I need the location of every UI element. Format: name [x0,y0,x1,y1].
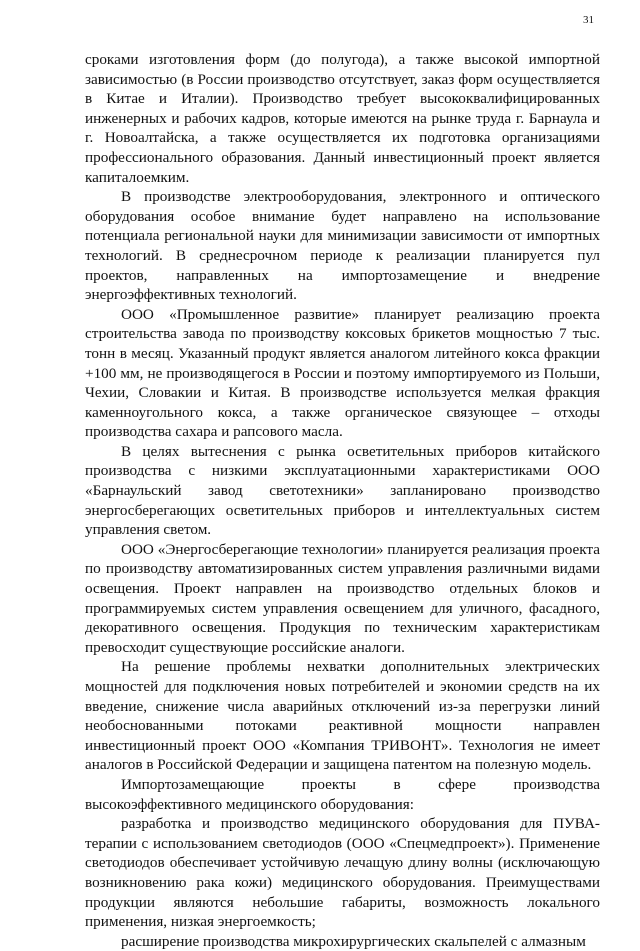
page-number: 31 [583,14,594,26]
list-item: разработка и производство медицинского оборудования для ПУВА-терапии с использованием светодиодов (ООО «Спецмедпроект»). Применение светодиодов обеспечивает устойчивую лечащую длину волны (исключающую возникновению рака кожи) медицинского оборудования. Преимуществами продукции являются небольшие габариты, возможность локального применения, низкая энергоемкость; [85,815,600,931]
paragraph: В целях вытеснения с рынка осветительных приборов китайского производства с низкими эксплуатационными характеристиками ООО «Барнаульский завод светотехники» запланировано производство энергосберегающих осветительных приборов и интеллектуальных систем управления светом. [85,442,600,539]
paragraph: Импортозамещающие проекты в сфере производства высокоэффективного медицинского оборудования: [85,775,600,813]
paragraph: ООО «Промышленное развитие» планирует реализацию проекта строительства завода по производству коксовых брикетов мощностью 7 тыс. тонн в месяц. Указанный продукт является аналогом литейного кокса фракции +100 мм, не производящегося в России и поэтому импортируемого из Польши, Чехии, Словакии и Китая. В производстве используется мелкая фракция каменноугольного кокса, а также органическое связующее – отходы производства сахара и рапсового масла. [85,305,600,441]
paragraph: ООО «Энергосберегающие технологии» планируется реализация проекта по производству автоматизированных систем управления различными видами освещения. Проект направлен на производство отдельных блоков и программируемых систем управления освещением для уличного, фасадного, декоративного освещения. Продукция по техническим характеристикам превосходит существующие российские аналоги. [85,540,600,656]
paragraph: сроками изготовления форм (до полугода), а также высокой импортной зависимостью (в России производство отсутствует, заказ форм осуществляется в Китае и Италии). Производство требует высококвалифицированных инженерных и рабочих кадров, которые имеются на рынке труда г. Барнаула и г. Новоалтайска, а также осуществляется их подготовка организациями профессионального образования. Данный инвестиционный проект является капиталоемким. [85,51,600,186]
document-body [85,50,600,951]
paragraph: В производстве электрооборудования, электронного и оптического оборудования особое внимание будет направлено на использование потенциала региональной науки для минимизации зависимости от импортных технологий. В среднесрочном периоде к реализации планируется пул проектов, направленных на импортозамещение и внедрение энергоэффективных технологий. [85,188,600,304]
list-item: расширение производства микрохирургических скальпелей с алмазным [121,932,586,950]
paragraph: На решение проблемы нехватки дополнительных электрических мощностей для подключения новых потребителей и экономии средств на их введение, снижение числа аварийных отключений из-за перегрузки линий необоснованными потоками реактивной мощности направлен инвестиционный проект ООО «Компания ТРИВОНТ». Технология не имеет аналогов в Российской Федерации и защищена патентом на полезную модель. [85,658,600,774]
